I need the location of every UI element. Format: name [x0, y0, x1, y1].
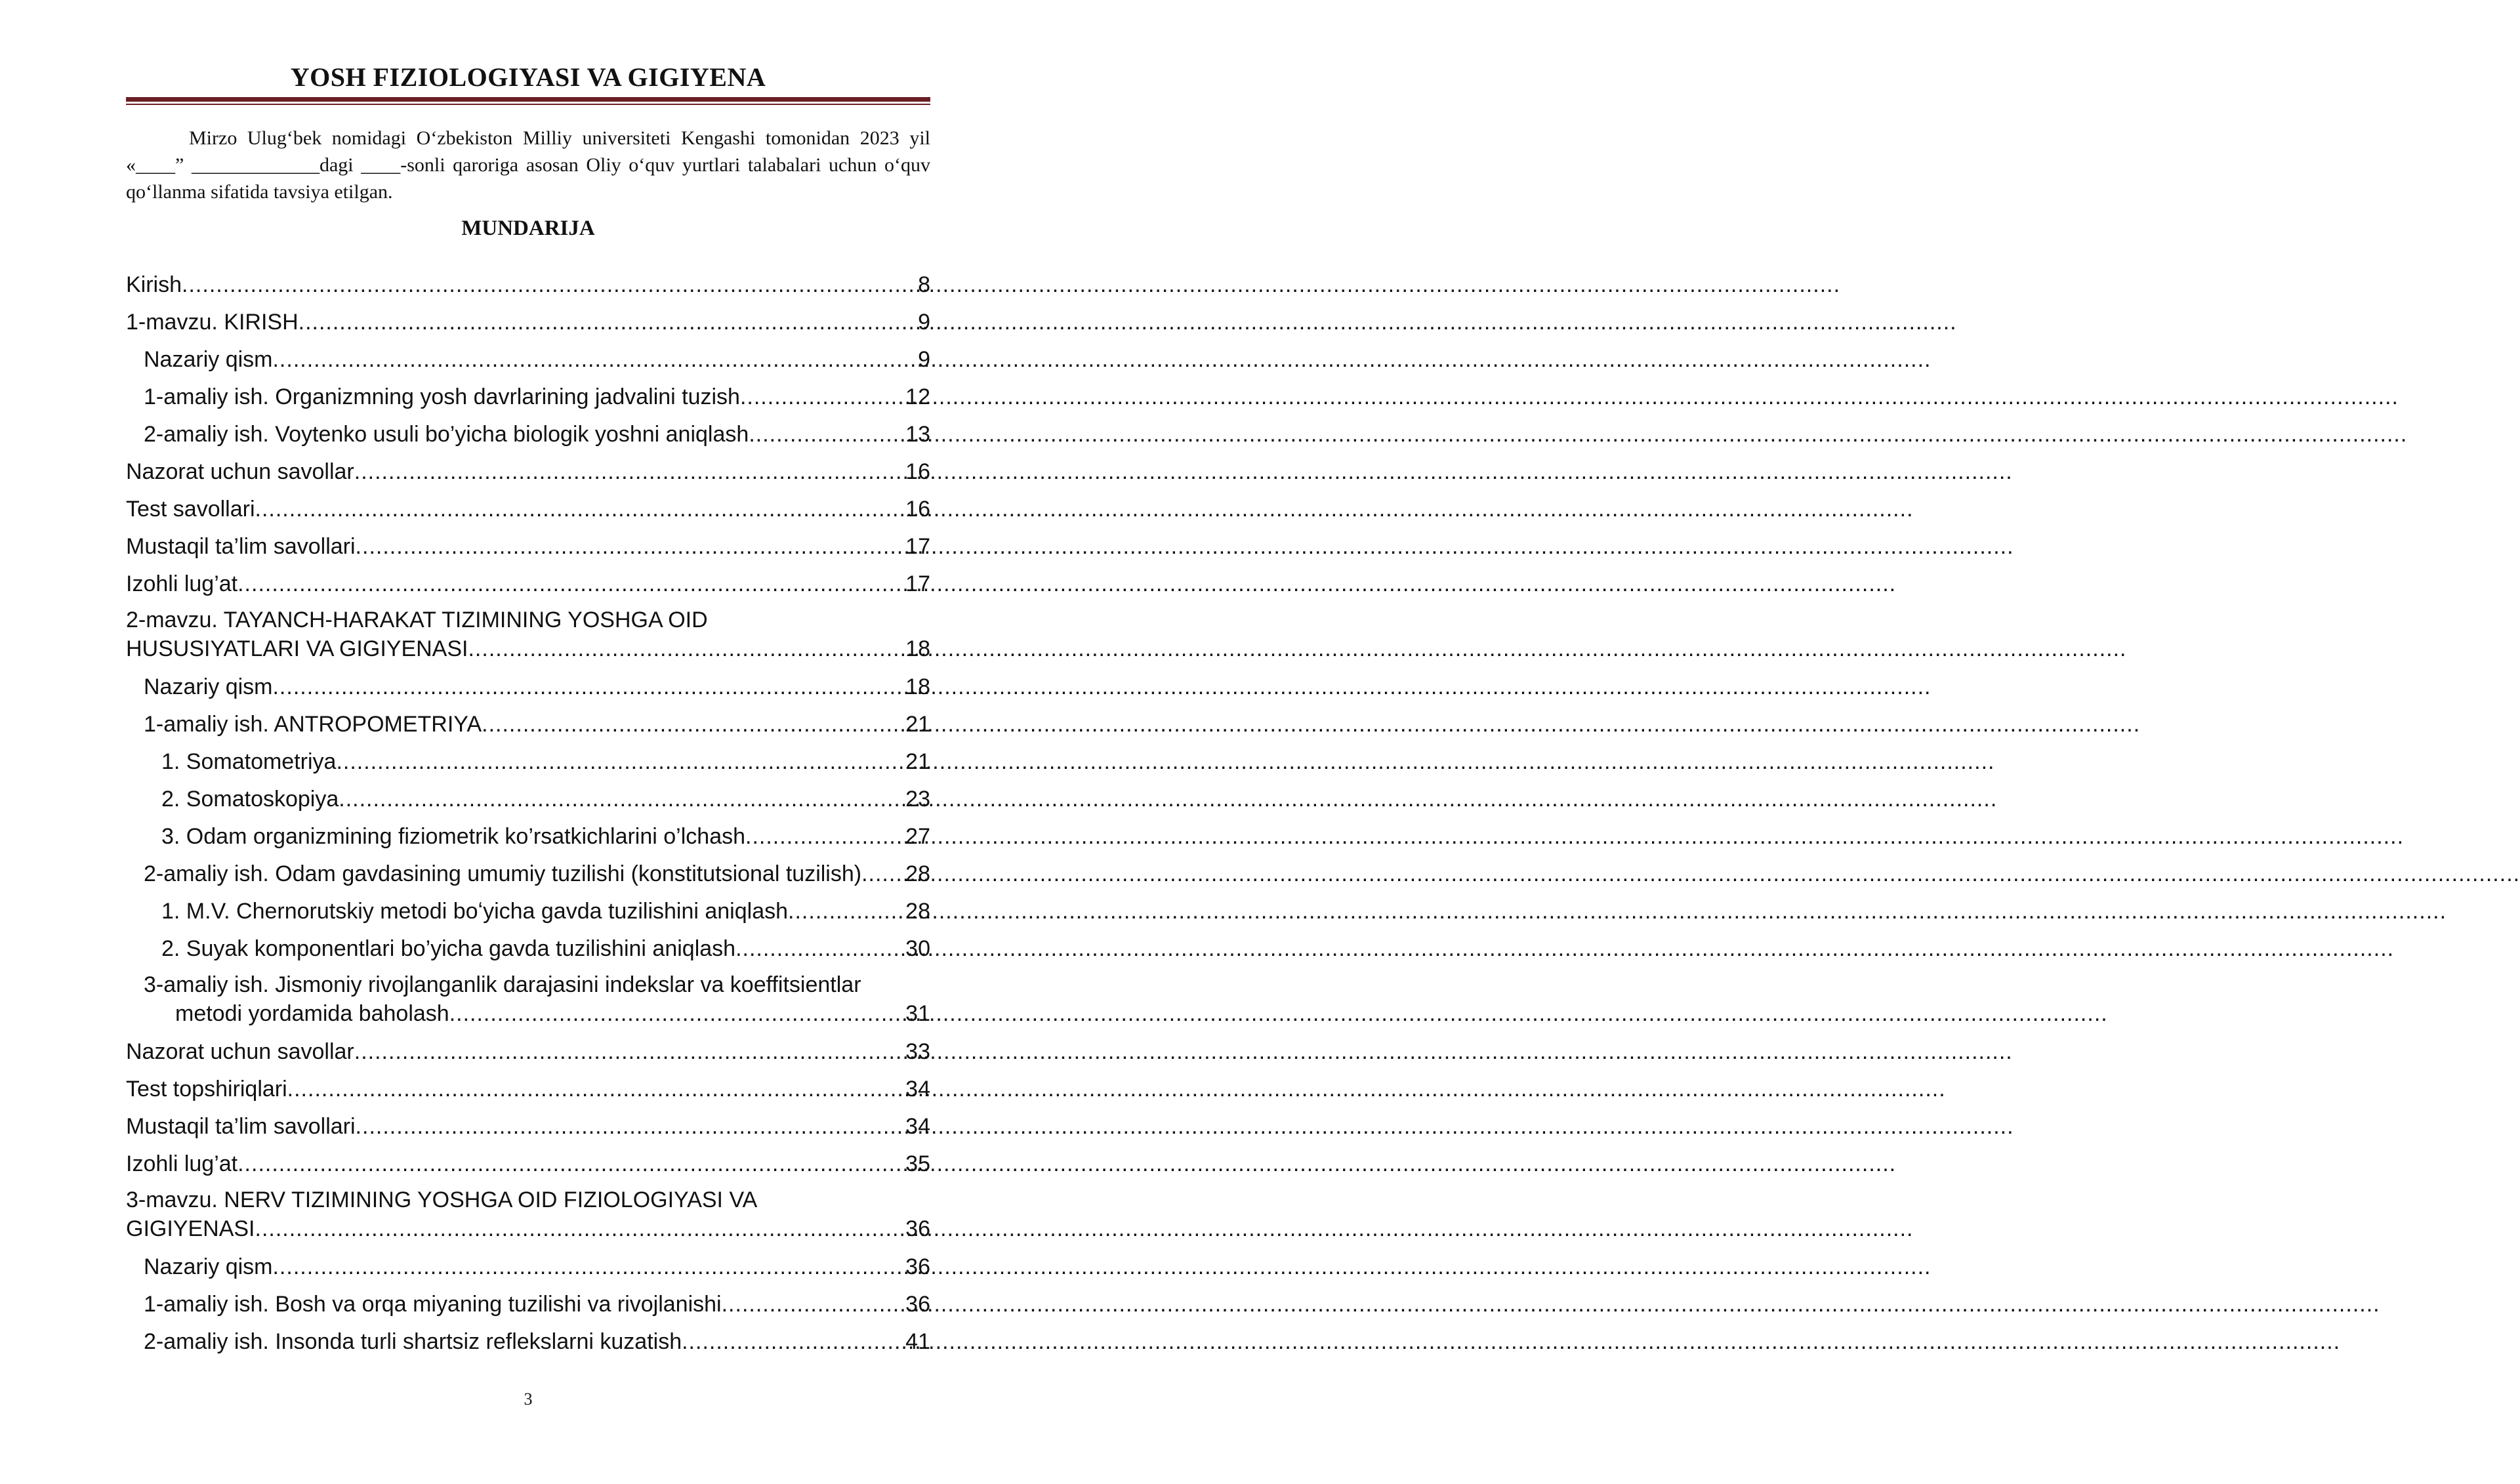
toc-entry-page: 30: [905, 936, 930, 961]
toc-entry: [126, 1288, 930, 1326]
toc-dot-leader: [182, 269, 917, 300]
toc-dot-leader: [356, 531, 905, 562]
toc-entry-page: 34: [905, 1114, 930, 1139]
toc-dot-leader: [299, 306, 917, 338]
toc-entry-page: 36: [905, 1292, 930, 1317]
toc-entry: [126, 1036, 930, 1073]
table-of-contents: [126, 269, 930, 1363]
toc-entry-title: 1-amaliy ish. ANTROPOMETRIYA: [144, 712, 482, 737]
toc-entry-title-line1: 3-mavzu. NERV TIZIMINING YOSHGA OID FIZIOLOGIYASI VA: [126, 1187, 758, 1212]
toc-entry: [126, 933, 930, 970]
toc-entry-title: Izohli lug’at: [126, 571, 238, 596]
toc-entry-title: Mustaqil ta’lim savollari: [126, 1114, 356, 1139]
toc-entry-title: 2. Suyak komponentlari bo’yicha gavda tuzilishini aniqlash: [161, 936, 736, 961]
toc-entry-page: 8: [918, 272, 930, 297]
toc-entry: [126, 746, 930, 783]
toc-entry-page: 21: [905, 712, 930, 737]
toc-entry-title-line2: HUSUSIYATLARI VA GIGIYENASI: [126, 636, 468, 661]
toc-entry-title-line1: 2-mavzu. TAYANCH-HARAKAT TIZIMINING YOSHGA OID: [126, 608, 708, 632]
toc-dot-leader: [740, 381, 904, 413]
toc-entry-page: 23: [905, 787, 930, 812]
toc-dot-leader: [749, 419, 904, 450]
toc-entry-page: 9: [918, 347, 930, 372]
toc-heading: MUNDARIJA: [461, 216, 595, 240]
toc-entry-page: 35: [905, 1151, 930, 1176]
toc-dot-leader: [861, 858, 904, 890]
document-page: [0, 0, 1050, 1484]
toc-entry-page: 36: [905, 1254, 930, 1279]
toc-entry-title-line2: metodi yordamida baholash: [175, 1001, 449, 1026]
toc-entry-page: 34: [905, 1077, 930, 1102]
toc-entry-page: 21: [905, 749, 930, 774]
toc-entry: [126, 493, 930, 531]
toc-dot-leader: [356, 1111, 905, 1142]
toc-dot-leader: [255, 493, 905, 525]
toc-entry: [126, 1148, 930, 1185]
toc-dot-leader: [449, 999, 904, 1028]
toc-entry: [126, 269, 930, 306]
toc-entry: [126, 709, 930, 746]
toc-entry-title: 2. Somatoskopiya: [161, 787, 339, 812]
toc-dot-leader: [788, 896, 904, 927]
toc-entry-page: 16: [905, 497, 930, 522]
toc-entry-page: 18: [905, 636, 930, 661]
toc-entry-title: 2-amaliy ish. Insonda turli shartsiz reflekslarni kuzatish: [144, 1329, 682, 1354]
toc-dot-leader: [745, 821, 904, 852]
toc-entry-page: 27: [905, 824, 930, 849]
toc-entry-title-line2: GIGIYENASI: [126, 1216, 255, 1241]
toc-entry: [126, 568, 930, 606]
toc-entry: [126, 1111, 930, 1148]
toc-entry-title: 1-amaliy ish. Bosh va orqa miyaning tuzilishi va rivojlanishi: [144, 1292, 722, 1317]
title-rule-thin: [126, 104, 930, 105]
toc-entry-title: 1-amaliy ish. Organizmning yosh davrlarining jadvalini tuzish: [144, 384, 740, 409]
toc-dot-leader: [255, 1214, 905, 1243]
toc-entry-title: Nazorat uchun savollar: [126, 1039, 354, 1064]
page-title: YOSH FIZIOLOGIYASI VA GIGIYENA: [290, 62, 766, 92]
toc-entry-title: Nazariy qism: [144, 1254, 273, 1279]
toc-dot-leader: [339, 783, 904, 815]
toc-entry: [126, 896, 930, 933]
toc-entry-title: 1. M.V. Chernorutskiy metodi boʻyicha gavda tuzilishini aniqlash: [161, 899, 789, 924]
toc-entry: [126, 1185, 930, 1251]
toc-dot-leader: [354, 1036, 904, 1067]
toc-entry-page: 17: [905, 534, 930, 559]
toc-entry-title: 1. Somatometriya: [161, 749, 337, 774]
toc-entry-title: 1-mavzu. KIRISH: [126, 310, 299, 335]
toc-entry: [126, 344, 930, 381]
toc-entry-page: 12: [905, 384, 930, 409]
toc-entry: [126, 419, 930, 456]
toc-dot-leader: [682, 1326, 904, 1357]
toc-entry-title-line1: 3-amaliy ish. Jismoniy rivojlanganlik darajasini indekslar va koeffitsientlar: [144, 972, 861, 997]
toc-dot-leader: [482, 709, 904, 740]
toc-dot-leader: [238, 1148, 904, 1180]
toc-dot-leader: [272, 671, 904, 703]
toc-entry: [126, 1326, 930, 1363]
toc-dot-leader: [468, 634, 904, 663]
toc-entry-title: Nazorat uchun savollar: [126, 459, 354, 484]
toc-entry: [126, 306, 930, 344]
toc-entry-page: 18: [905, 674, 930, 699]
toc-entry-title: Test savollari: [126, 497, 255, 522]
toc-entry: [126, 783, 930, 821]
toc-entry: [126, 381, 930, 419]
toc-entry-page: 13: [905, 422, 930, 447]
toc-dot-leader: [354, 456, 904, 487]
toc-entry-page: 36: [905, 1216, 930, 1241]
toc-entry-page: 28: [905, 861, 930, 886]
approval-paragraph: Mirzo Ulug‘bek nomidagi O‘zbekiston Milliy universiteti Kengashi tomonidan 2023 yil «____” _____________dagi ____-sonli qaroriga asosan Oliy o‘quv yurtlari talabalari uchun o‘quv qo‘llanma sifatida tavsiya etilgan.: [126, 127, 930, 203]
toc-entry: [126, 970, 930, 1036]
toc-dot-leader: [272, 344, 917, 375]
toc-entry: [126, 1251, 930, 1288]
toc-entry-title: Kirish: [126, 272, 182, 297]
toc-entry: [126, 531, 930, 568]
toc-entry: [126, 1073, 930, 1111]
toc-entry-page: 16: [905, 459, 930, 484]
toc-entry-page: 31: [905, 1001, 930, 1026]
toc-dot-leader: [272, 1251, 904, 1283]
toc-dot-leader: [735, 933, 904, 964]
toc-entry-title: 3. Odam organizmining fiziometrik ko’rsatkichlarini o’lchash: [161, 824, 746, 849]
toc-entry-title: 2-amaliy ish. Odam gavdasining umumiy tuzilishi (konstitutsional tuzilish): [144, 861, 862, 886]
toc-dot-leader: [336, 746, 904, 777]
toc-entry-page: 28: [905, 899, 930, 924]
toc-entry-page: 17: [905, 571, 930, 596]
toc-entry-title: 2-amaliy ish. Voytenko usuli bo’yicha biologik yoshni aniqlash: [144, 422, 749, 447]
toc-entry: [126, 606, 930, 671]
toc-entry-title: Nazariy qism: [144, 674, 273, 699]
toc-entry-title: Test topshiriqlari: [126, 1077, 287, 1102]
toc-entry-title: Mustaqil ta’lim savollari: [126, 534, 356, 559]
toc-entry: [126, 671, 930, 709]
title-rule-thick: [126, 97, 930, 102]
toc-entry-page: 9: [918, 310, 930, 335]
toc-entry-page: 41: [905, 1329, 930, 1354]
toc-entry: [126, 456, 930, 493]
toc-entry-title: Izohli lug’at: [126, 1151, 238, 1176]
page-number: 3: [524, 1390, 533, 1409]
toc-entry: [126, 821, 930, 858]
toc-dot-leader: [238, 568, 904, 600]
toc-entry-title: Nazariy qism: [144, 347, 273, 372]
toc-entry: [126, 858, 930, 896]
toc-dot-leader: [287, 1073, 905, 1105]
toc-entry-page: 33: [905, 1039, 930, 1064]
toc-dot-leader: [722, 1288, 905, 1320]
